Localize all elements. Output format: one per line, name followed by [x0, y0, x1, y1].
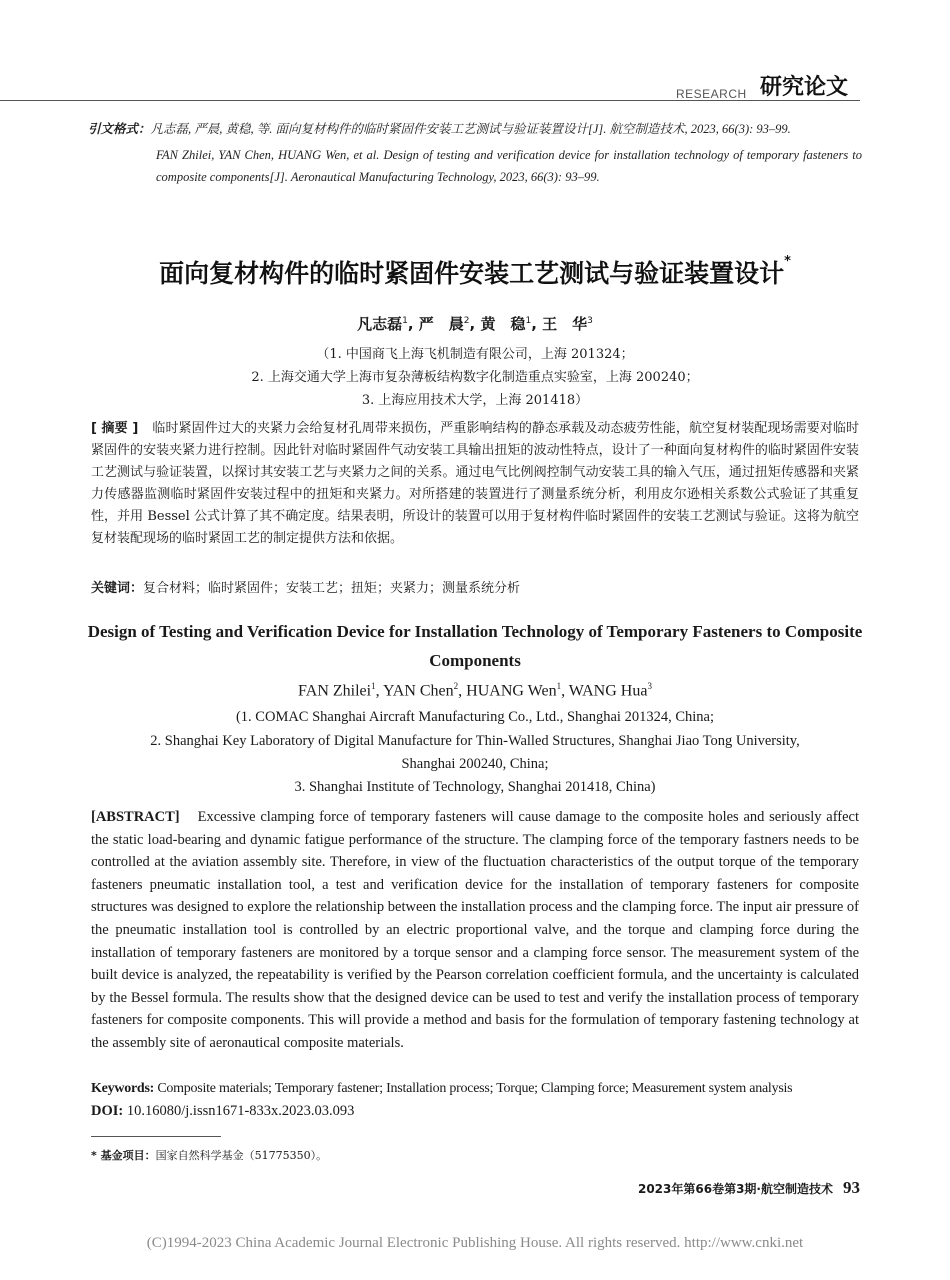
- abstract-cn-text: 临时紧固件过大的夹紧力会给复材孔周带来损伤，严重影响结构的静态承载及动态疲劳性能，航空复材装配现场需要对临时紧固件的安装夹紧力进行控制。因此针对临时紧固件气动安装工具输出扭矩的波动性特点，设计了一种面向复材构件的临时紧固件安装工艺测试与验证装置，以探讨其安装工艺与夹紧力之间的关系。通过电气比例阀控制气动安装工具的输入气压，通过扭矩传感器和夹紧力传感器监测临时紧固件安装过程中的扭矩和夹紧力。对所搭建的装置进行了测量系统分析，利用皮尔逊相关系数公式验证了其重复性，并用 Bessel 公式计算了其不确定度。结果表明，所设计的装置可以用于复材构件临时紧固件的安装工艺测试与验证。这将为航空复材装配现场的临时紧固工艺的制定提供方法和依据。: [91, 421, 859, 546]
- affiliation-cn-line: 2. 上海交通大学上海市复杂薄板结构数字化制造重点实验室，上海 200240；: [251, 370, 699, 385]
- author-cn-sep: ,: [531, 315, 537, 333]
- author-cn-aff: 1: [525, 316, 532, 326]
- author-cn: 凡志磊: [357, 315, 403, 333]
- citation-cn: [88, 118, 868, 140]
- author-en: YAN Chen: [382, 682, 454, 700]
- keywords-cn-label: 关键词：: [91, 581, 144, 596]
- header-research-label: RESEARCH: [676, 87, 747, 101]
- copyright-notice: (C)1994-2023 China Academic Journal Electronic Publishing House. All rights reserved. http://www.cnki.net: [146, 1235, 804, 1251]
- author-cn-sep: ,: [469, 315, 476, 333]
- affiliation-cn-line: （1. 中国商飞上海飞机制造有限公司，上海 201324；: [316, 347, 634, 362]
- affiliation-en-line: (1. COMAC Shanghai Aircraft Manufacturing Co., Ltd., Shanghai 201324, China;: [235, 709, 715, 725]
- page-footer: [560, 1178, 860, 1198]
- affiliation-cn-line: 3. 上海应用技术大学，上海 201418）: [361, 393, 589, 408]
- doi-label: DOI:: [91, 1103, 124, 1119]
- author-cn: 严 晨: [418, 315, 464, 333]
- abstract-en-label: [ABSTRACT]: [91, 809, 180, 825]
- affiliation-en-line: Shanghai 200240, China;: [401, 756, 549, 772]
- journal-info: 2023年第66卷第3期·航空制造技术: [637, 1182, 833, 1196]
- keywords-en: [91, 1081, 881, 1097]
- author-cn-aff: 2: [463, 316, 470, 326]
- doi-value[interactable]: 10.16080/j.issn1671-833x.2023.03.093: [126, 1103, 355, 1119]
- affiliation-en-line: 3. Shanghai Institute of Technology, Shanghai 201418, China): [294, 779, 656, 795]
- keywords-en-text: Composite materials; Temporary fastener; Installation process; Torque; Clamping force; Measurement system analysis: [157, 1081, 793, 1096]
- author-cn-aff: 1: [402, 316, 408, 326]
- header-section-title: 研究论文: [760, 75, 849, 100]
- footnote-rule: [91, 1136, 221, 1137]
- abstract-cn: [91, 418, 859, 550]
- author-en: FAN Zhilei: [298, 682, 372, 700]
- author-en-sep: ,: [561, 682, 569, 700]
- authors-cn: [0, 313, 950, 334]
- affiliation-en-line: 2. Shanghai Key Laboratory of Digital Manufacture for Thin-Walled Structures, Shanghai Jiao Tong University,: [150, 733, 800, 749]
- title-cn-text: 面向复材构件的临时紧固件安装工艺测试与验证装置设计: [159, 259, 785, 288]
- keywords-cn-text: 复合材料；临时紧固件；安装工艺；扭矩；夹紧力；测量系统分析: [143, 581, 521, 596]
- page-number: 93: [843, 1178, 860, 1197]
- footnote-text: 国家自然科学基金（51775350）。: [155, 1149, 328, 1162]
- title-cn: [0, 254, 950, 290]
- author-en-sep: ,: [458, 682, 467, 700]
- author-cn-aff: 3: [587, 316, 593, 326]
- title-en: Design of Testing and Verification Device for Installation Technology of Temporary Fasteners to Composite Components: [87, 622, 863, 670]
- keywords-en-label: Keywords:: [91, 1081, 155, 1096]
- footnote-label: * 基金项目：: [91, 1149, 156, 1162]
- author-en: HUANG Wen: [466, 682, 557, 700]
- citation-en: FAN Zhilei, YAN Chen, HUANG Wen, et al. Design of testing and verification device for installation technology of temporary fasteners to composite components[J]. Aeronautical Manufacturing Technology, 2023, 66(3): 93–99.: [156, 148, 862, 184]
- doi: [91, 1103, 354, 1120]
- authors-en: [0, 681, 950, 700]
- abstract-cn-label: [ 摘要 ]: [91, 421, 139, 436]
- abstract-en: [91, 806, 859, 1055]
- author-en-aff: 1: [556, 681, 562, 691]
- author-cn-sep: ,: [407, 315, 414, 333]
- title-cn-footnote-mark: *: [784, 254, 791, 269]
- citation-label: 引文格式：: [88, 122, 151, 136]
- citation-cn-text: 凡志磊, 严晨, 黄稳, 等. 面向复材构件的临时紧固件安装工艺测试与验证装置设计[J]. 航空制造技术, 2023, 66(3): 93–99.: [150, 122, 791, 136]
- abstract-en-text: Excessive clamping force of temporary fasteners will cause damage to the composite holes and seriously affect the static load-bearing and dynamic fatigue performance of the structure. The clamping force of the temporary fastners needs to be controlled at the aviation assembly site. Therefore, in view of the fluctuation characteristics of the output torque of the temporary fasteners pneumatic installation tool, a test and verification device for the installation of temporary fasteners for composite structures was designed to explore the relationship between the installation process and the clamping force. The input air pressure of the pneumatic installation tool is controlled by an electric proportional valve, and the torque and clamping force during the installation of temporary fasteners are monitored by a torque sensor and a clamping force sensor. The measurement system of the built device is analyzed, the repeatability is verified by the Pearson correlation coefficient formula, and the uncertainty is calculated by the Bessel formula. The results show that the designed device can be used to test and verify the installation process of temporary fasteners for composite components. This will provide a method and basis for the formulation of temporary fastening technology at the assembly site of aeronautical composite materials.: [91, 809, 859, 1051]
- keywords-cn: [91, 577, 859, 596]
- footnote: [91, 1147, 327, 1163]
- author-en-aff: 1: [371, 681, 376, 691]
- author-cn: 黄 稳: [480, 315, 526, 333]
- author-cn: 王 华: [542, 315, 588, 333]
- author-en-aff: 2: [453, 681, 459, 691]
- author-en-aff: 3: [647, 681, 652, 691]
- author-en: WANG Hua: [568, 682, 648, 700]
- author-en-sep: ,: [375, 682, 383, 700]
